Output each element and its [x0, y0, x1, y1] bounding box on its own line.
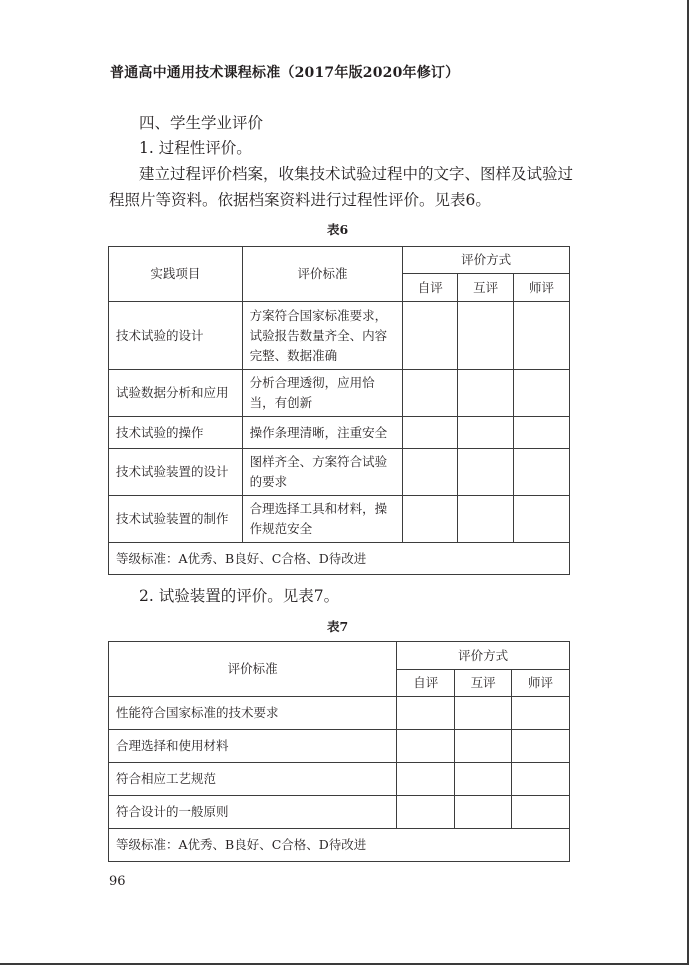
table6-self-cell: [403, 370, 458, 417]
criteria-line: 操作条理清晰，注重安全: [249, 424, 388, 440]
criteria-line: 试验报告数量齐全、内容: [249, 327, 388, 343]
table6-project: 技术试验的操作: [109, 417, 243, 449]
table7-caption: 表7: [327, 619, 349, 634]
table7-teacher-cell: [512, 730, 570, 763]
table7-teacher-cell: [512, 763, 570, 796]
table7-header-peer: 互评: [455, 670, 512, 697]
table7-header-row: [109, 642, 570, 670]
table6-project: 技术试验装置的制作: [109, 496, 243, 543]
table6-header-criteria: 评价标准: [242, 247, 403, 302]
running-header: 普通高中通用技术课程标准（2017年版2020年修订）: [110, 65, 460, 81]
table6-self-cell: [403, 302, 458, 370]
table6-header-method: 评价方式: [403, 247, 570, 274]
criteria-line: 方案符合国家标准要求，: [249, 307, 388, 323]
table6-self-cell: [403, 449, 458, 496]
paragraph-line-1: 建立过程评价档案，收集技术试验过程中的文字、图样及试验过: [139, 165, 574, 183]
section-heading: 四、学生学业评价: [139, 114, 264, 132]
table7-teacher-cell: [512, 697, 570, 730]
table6-header-peer: 互评: [458, 274, 514, 302]
table7-header-teacher: 师评: [512, 670, 570, 697]
table6-project: 试验数据分析和应用: [109, 370, 243, 417]
table6-peer-cell: [458, 302, 514, 370]
table7-peer-cell: [455, 730, 512, 763]
table7-teacher-cell: [512, 796, 570, 829]
criteria-line: 的要求: [249, 474, 288, 489]
table6-caption: 表6: [327, 222, 349, 237]
criteria-line: 作规范安全: [249, 521, 313, 536]
table7-header-criteria: 评价标准: [109, 642, 397, 697]
table6-peer-cell: [458, 370, 514, 417]
table7-grade-standard: 等级标准：A优秀、B良好、C合格、D待改进: [109, 829, 570, 862]
table7-header-method: 评价方式: [397, 642, 570, 670]
page-number: 96: [109, 874, 126, 889]
table-row: [109, 796, 570, 829]
table7-criteria: 性能符合国家标准的技术要求: [109, 697, 397, 730]
table6-peer-cell: [458, 417, 514, 449]
table6-teacher-cell: [514, 370, 570, 417]
table6-grade-standard: 等级标准：A优秀、B良好、C合格、D待改进: [109, 543, 570, 575]
table6-header-row: [109, 247, 570, 274]
table7-criteria: 合理选择和使用材料: [109, 730, 397, 763]
criteria-line: 图样齐全、方案符合试验: [249, 454, 388, 469]
table7-self-cell: [397, 730, 455, 763]
table6-teacher-cell: [514, 417, 570, 449]
table7-criteria: 符合相应工艺规范: [109, 763, 397, 796]
table6-criteria: [242, 496, 403, 543]
criteria-line: 完整、数据准确: [249, 347, 338, 363]
table6-peer-cell: [458, 496, 514, 543]
table7-self-cell: [397, 697, 455, 730]
criteria-line: 合理选择工具和材料，操: [249, 501, 388, 516]
table7-header-self: 自评: [397, 670, 455, 697]
table-row: [109, 730, 570, 763]
table6-grade-row: [109, 543, 570, 575]
table7-grade-row: [109, 829, 570, 862]
table-row: [109, 496, 570, 543]
table-row: [109, 370, 570, 417]
table7-self-cell: [397, 763, 455, 796]
table6-self-cell: [403, 496, 458, 543]
table-row: [109, 763, 570, 796]
table6-teacher-cell: [514, 302, 570, 370]
criteria-line: 当，有创新: [249, 395, 313, 410]
table6-criteria: [242, 449, 403, 496]
table6-criteria: [242, 417, 403, 449]
table7-peer-cell: [455, 796, 512, 829]
table6-criteria: [242, 302, 403, 370]
table6-criteria: [242, 370, 403, 417]
table6-header-project: 实践项目: [109, 247, 243, 302]
table6-header-teacher: 师评: [514, 274, 570, 302]
table6: [108, 246, 570, 575]
table6-peer-cell: [458, 449, 514, 496]
table6-project: 技术试验装置的设计: [109, 449, 243, 496]
table6-teacher-cell: [514, 449, 570, 496]
subsection-2: 2. 试验装置的评价。见表7。: [139, 587, 340, 605]
table7-self-cell: [397, 796, 455, 829]
subsection-1: 1. 过程性评价。: [139, 139, 252, 157]
criteria-line: 分析合理透彻，应用恰: [249, 375, 375, 390]
table7: [108, 641, 570, 862]
table-row: [109, 417, 570, 449]
table7-peer-cell: [455, 763, 512, 796]
table-row: [109, 302, 570, 370]
table7-criteria: 符合设计的一般原则: [109, 796, 397, 829]
table6-header-self: 自评: [403, 274, 458, 302]
table7-peer-cell: [455, 697, 512, 730]
paragraph-line-2: 程照片等资料。依据档案资料进行过程性评价。见表6。: [109, 191, 491, 209]
table-row: [109, 697, 570, 730]
table6-teacher-cell: [514, 496, 570, 543]
table6-self-cell: [403, 417, 458, 449]
table6-project: 技术试验的设计: [109, 302, 243, 370]
table-row: [109, 449, 570, 496]
